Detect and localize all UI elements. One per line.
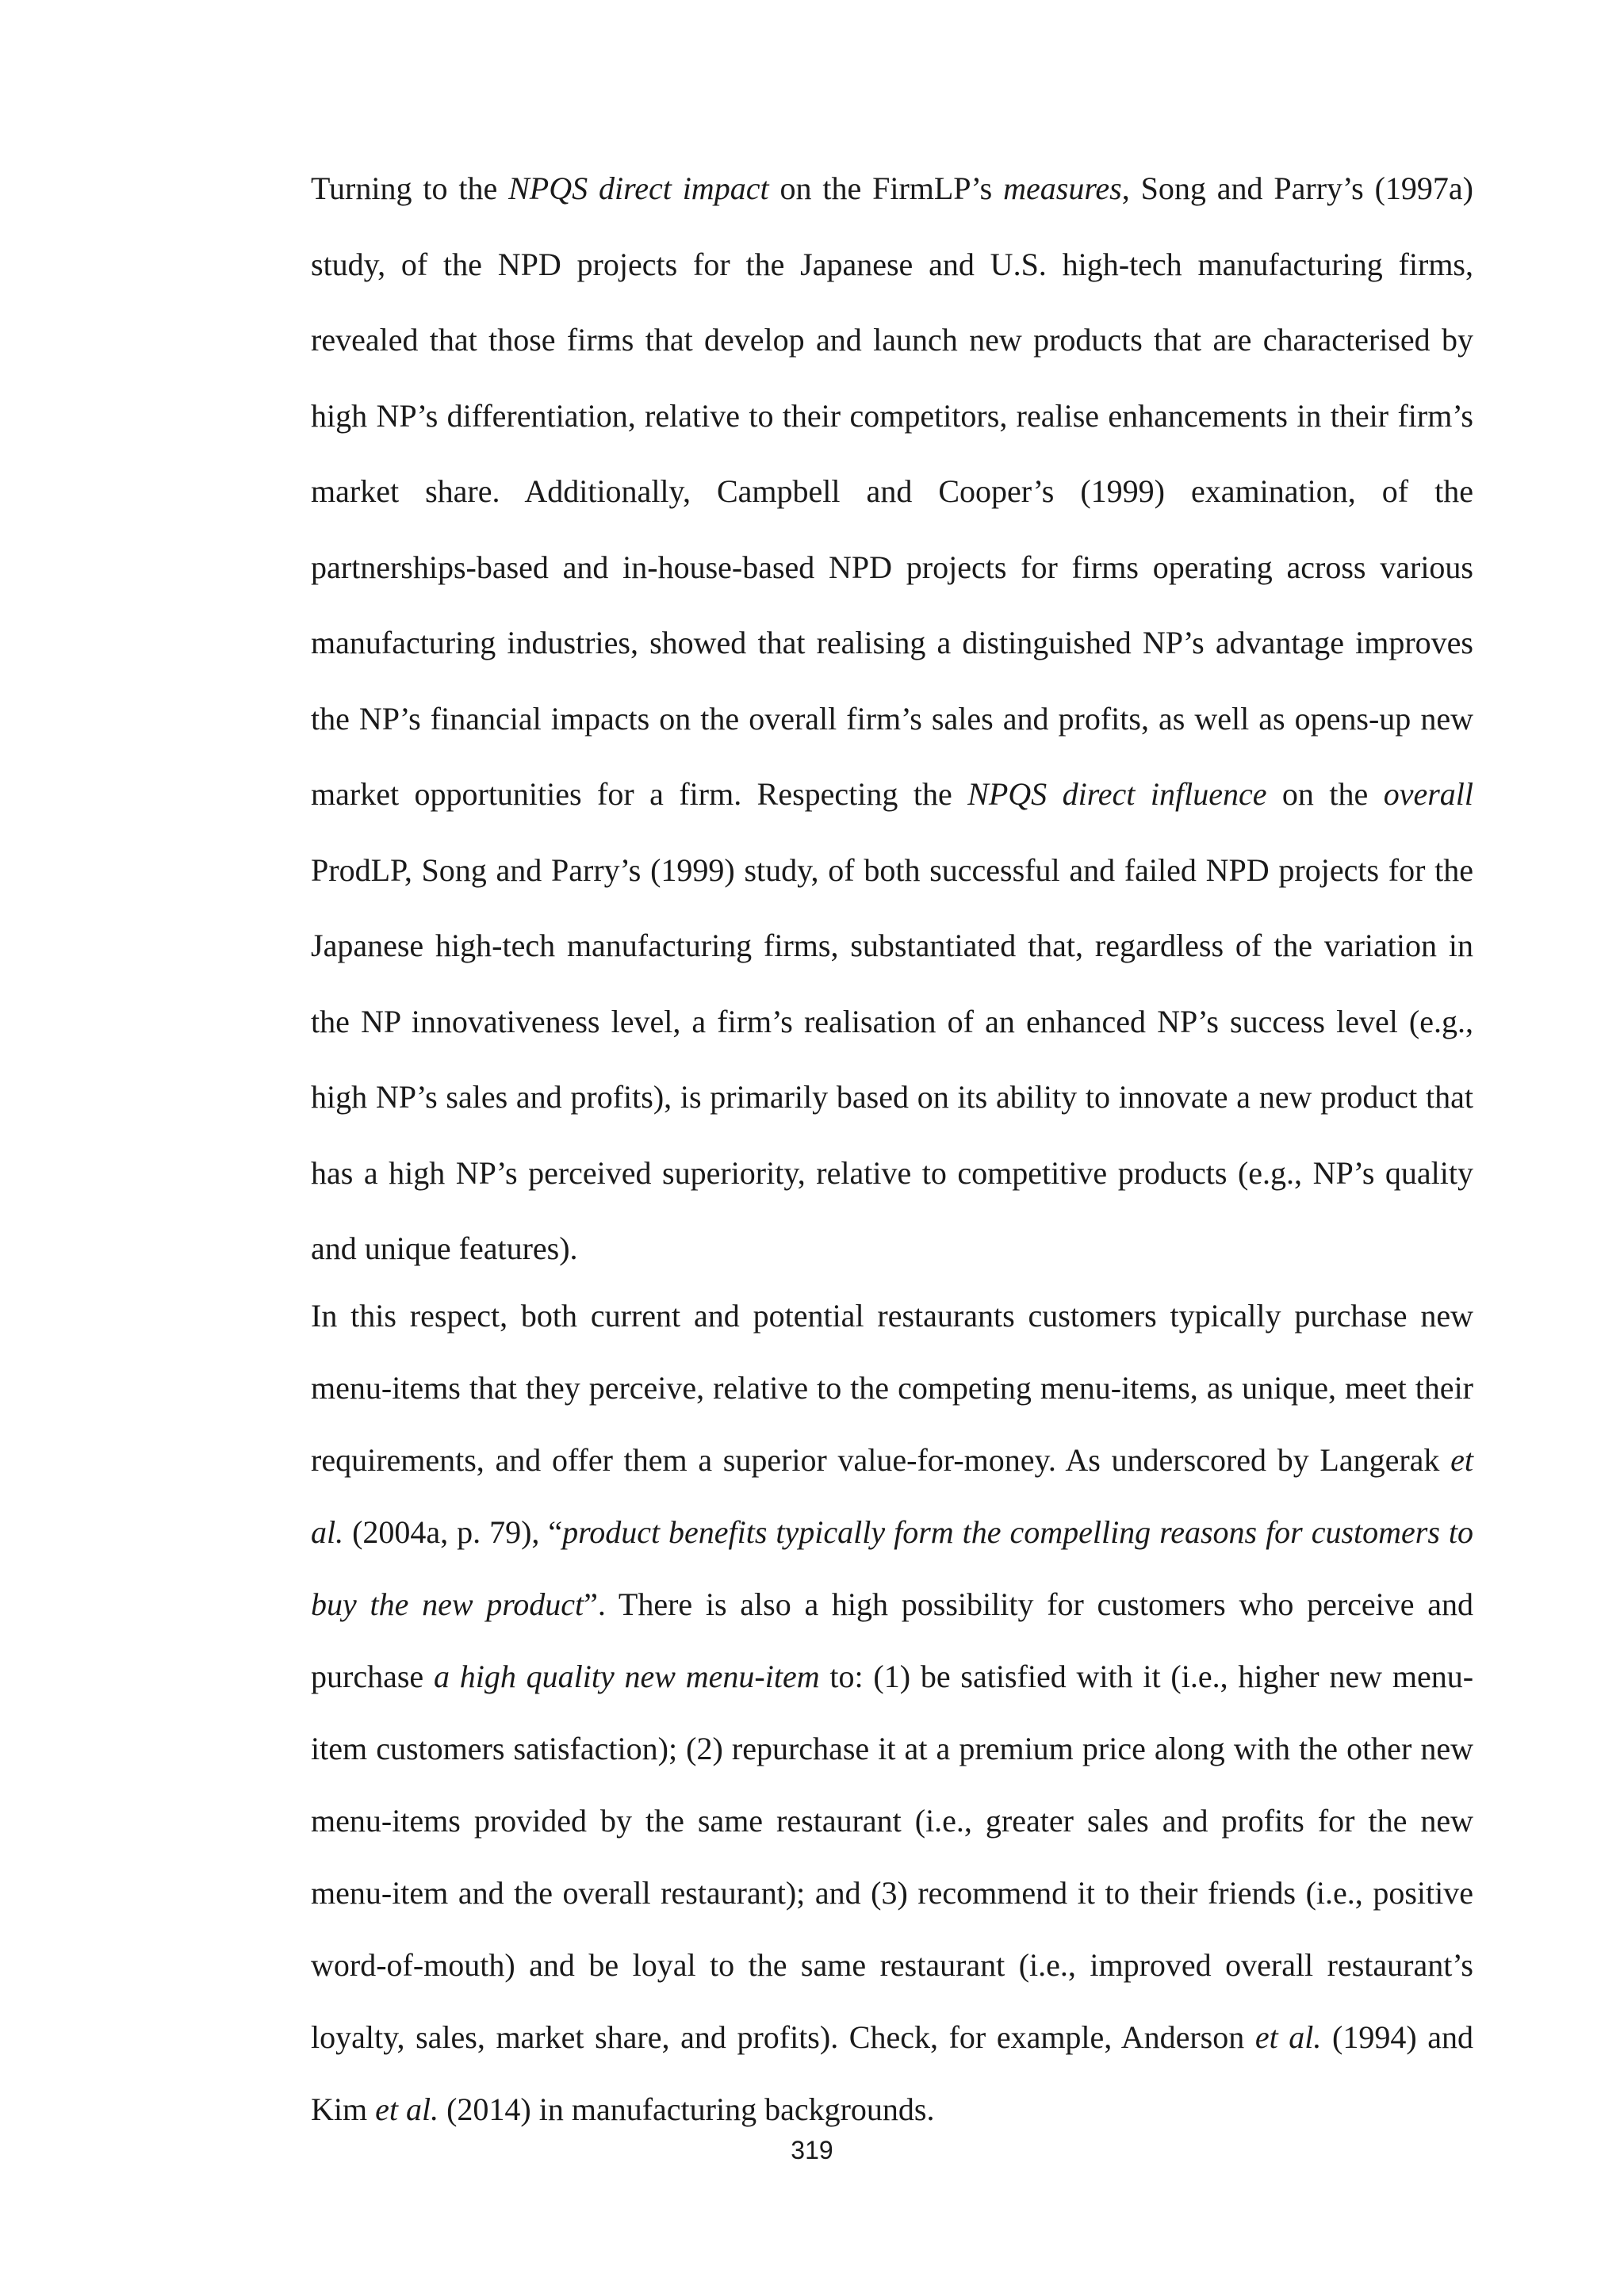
- body-paragraph-1: [311, 151, 1473, 1287]
- italic-run: et al.: [1254, 2019, 1322, 2055]
- text-run: , Song and Parry’s (1997a) study, of the NPD projects for the Japanese and U.S. high-tech manufacturing firms, revealed that those firms that develop and launch new products that are characterised by high NP’s differentiation, relative to their competitors, realise enhancements in their firm’s market share. Additionally, Campbell and Cooper’s (1999) examination, of the partnerships-based and in-house-based NPD projects for firms operating across various manufacturing industries, showed that realising a distinguished NP’s advantage improves the NP’s financial impacts on the overall firm’s sales and profits, as well as opens-up new market opportunities for a firm. Respecting the: [311, 170, 1473, 812]
- text-run: (1994) and Kim: [311, 2019, 1473, 2127]
- text-run: (2014) in manufacturing backgrounds.: [439, 2091, 935, 2127]
- text-run: Turning to the: [311, 170, 509, 206]
- text-run: on the FirmLP’s: [768, 170, 1004, 206]
- paragraph-text: [311, 1280, 1473, 2145]
- italic-run: overall: [1383, 776, 1474, 812]
- italic-run: a high quality new menu-item: [433, 1659, 820, 1694]
- paragraph-text: [311, 151, 1473, 1287]
- italic-run: NPQS direct impact: [508, 170, 769, 206]
- italic-run: et al.: [311, 1442, 1473, 1550]
- text-run: (2004a, p. 79), “: [343, 1514, 563, 1550]
- text-run: to: (1) be satisfied with it (i.e., higher new menu-item customers satisfaction); (2) repurchase it at a premium price along with the other new menu-items provided by the same restaurant (i.e., greater sales and profits for the new menu-item and the overall restaurant); and (3) recommend it to their friends (i.e., positive word-of-mouth) and be loyal to the same restaurant (i.e., improved overall restaurant’s loyalty, sales, market share, and profits). Check, for example, Anderson: [311, 1659, 1474, 2055]
- italic-run: NPQS direct influence: [967, 776, 1267, 812]
- body-paragraph-2: [311, 1280, 1473, 2145]
- italic-run: et al.: [375, 2091, 439, 2127]
- text-run: on the: [1266, 776, 1384, 812]
- text-run: In this respect, both current and potential restaurants customers typically purchase new menu-items that they perceive, relative to the competing menu-items, as unique, meet their requirements, and offer them a superior value-for-money. As underscored by Langerak: [311, 1298, 1473, 1478]
- italic-run: measures: [1003, 170, 1122, 206]
- italic-run: product benefits typically form the compelling reasons for customers to buy the new product: [311, 1514, 1473, 1622]
- page-number: 319: [791, 2136, 833, 2164]
- text-run: ”. There is also a high possibility for customers who perceive and purchase: [311, 1586, 1473, 1694]
- text-run: ProdLP, Song and Parry’s (1999) study, of both successful and failed NPD projects for the Japanese high-tech manufacturing firms, substantiated that, regardless of the variation in the NP innovativeness level, a firm’s realisation of an enhanced NP’s success level (e.g., high NP’s sales and profits), is primarily based on its ability to innovate a new product that has a high NP’s perceived superiority, relative to competitive products (e.g., NP’s quality and unique features).: [311, 851, 1473, 1266]
